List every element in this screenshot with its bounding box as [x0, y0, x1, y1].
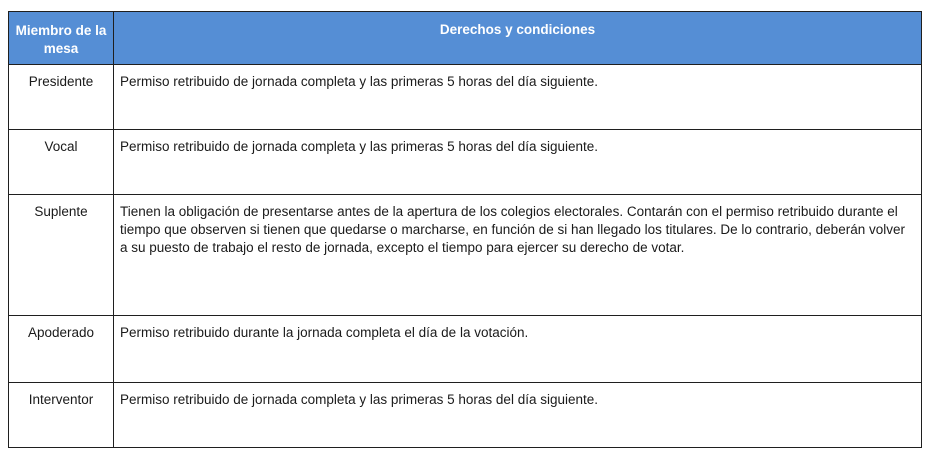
table-row: [9, 383, 922, 448]
table-body: [9, 65, 922, 448]
rights-cell: Permiso retribuido de jornada completa y las primeras 5 horas del día siguiente.: [114, 130, 922, 195]
header-rights: Derechos y condiciones: [114, 12, 922, 65]
table-row: [9, 195, 922, 316]
rights-cell: Permiso retribuido durante la jornada completa el día de la votación.: [114, 316, 922, 383]
table-header: [9, 12, 922, 65]
rights-cell: Permiso retribuido de jornada completa y las primeras 5 horas del día siguiente.: [114, 383, 922, 448]
table-row: [9, 65, 922, 130]
member-cell: Suplente: [9, 195, 114, 316]
member-cell: Vocal: [9, 130, 114, 195]
table-row: [9, 130, 922, 195]
table-row: [9, 316, 922, 383]
header-member: Miembro de la mesa: [9, 12, 114, 65]
rights-table: [8, 11, 922, 448]
rights-cell: Permiso retribuido de jornada completa y las primeras 5 horas del día siguiente.: [114, 65, 922, 130]
header-row: [9, 12, 922, 65]
member-cell: Interventor: [9, 383, 114, 448]
member-cell: Presidente: [9, 65, 114, 130]
rights-cell: Tienen la obligación de presentarse antes de la apertura de los colegios electorales. Contarán con el permiso retribuido durante el tiempo que observen si tienen que quedarse o marcharse, en función de si han llegado los titulares. De lo contrario, deberán volver a su puesto de trabajo el resto de jornada, excepto el tiempo para ejercer su derecho de votar.: [114, 195, 922, 316]
member-cell: Apoderado: [9, 316, 114, 383]
